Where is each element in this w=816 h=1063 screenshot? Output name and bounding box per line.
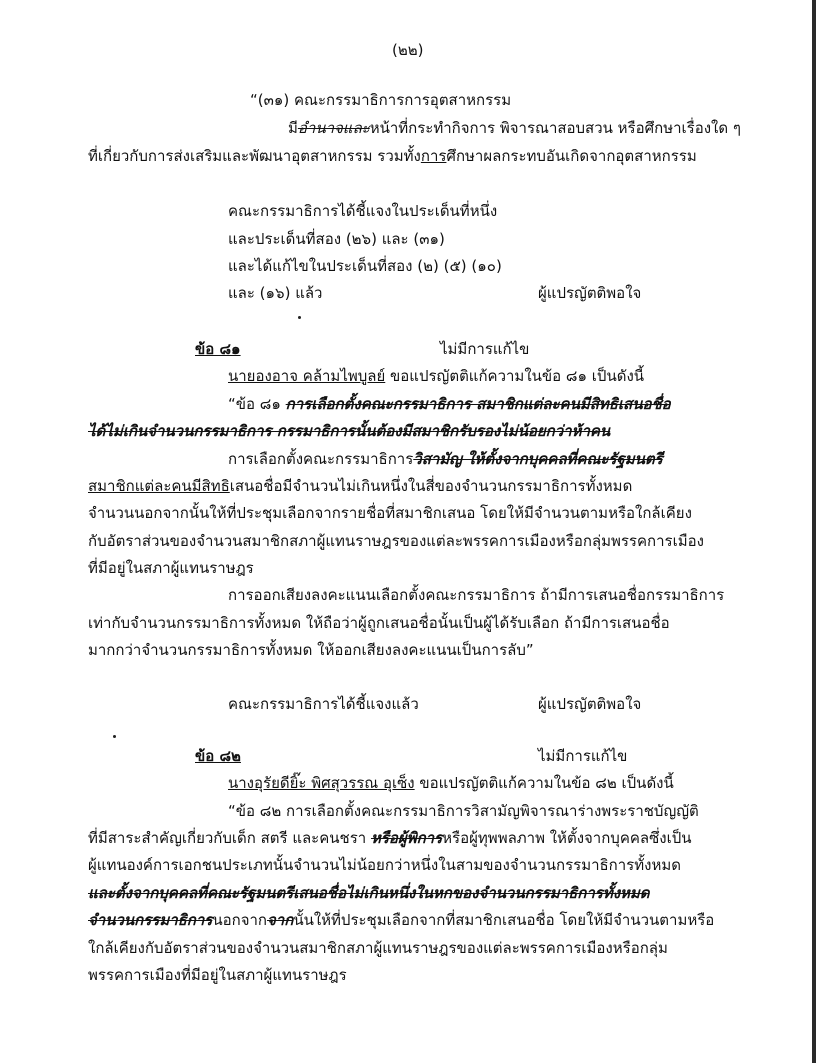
art81-p2: การเลือกตั้งคณะกรรมาธิการวิสามัญ ให้ตั้งจากบุคคลที่คณะรัฐมนตรี [228,450,663,468]
art81-quote-line: “ข้อ ๘๑ การเลือกตั้งคณะกรรมาธิการ สมาชิกแต่ละคนมีสิทธิเสนอชื่อ [228,395,671,413]
art81-p3: สมาชิกแต่ละคนมีสิทธิเสนอชื่อมีจำนวนไม่เกินหนึ่งในสี่ของจำนวนกรรมาธิการทั้งหมด [88,477,633,495]
art81-p9: มากกว่าจำนวนกรรมาธิการทั้งหมด ให้ออกเสียงลงคะแนนเป็นการลับ” [88,641,534,659]
explain1-line4: และ (๑๖) แล้ว [228,284,323,302]
art81-satisfied: ผู้แปรญัตติพอใจ [538,695,642,713]
explain1-satisfied: ผู้แปรญัตติพอใจ [538,284,642,302]
art81-p4: จำนวนนอกจากนั้นให้ที่ประชุมเลือกจากรายชื่อที่สมาชิกเสนอ โดยให้มีจำนวนตามหรือใกล้เคียง [88,504,692,522]
art81-status: ไม่มีการแก้ไข [440,340,530,358]
art81-p6: ที่มีอยู่ในสภาผู้แทนราษฎร [88,559,254,577]
art82-q1: “ข้อ ๘๒ การเลือกตั้งคณะกรรมาธิการวิสามัญพิจารณาร่างพระราชบัญญัติ [228,802,699,820]
art82-mover-line: นางอุรัยดียิ๊ะ พิศสุวรรณ อุเซ็ง ขอแปรญัตติแก้ความในข้อ ๘๒ เป็นดังนี้ [228,774,674,792]
art82-q4: และตั้งจากบุคคลที่คณะรัฐมนตรีเสนอชื่อไม่เกินหนึ่งในหกของจำนวนกรรมาธิการทั้งหมด [88,884,650,902]
art81-label: ข้อ ๘๑ [195,340,241,358]
explain1-line3: และได้แก้ไขในประเด็นที่สอง (๒) (๕) (๑๐) [228,257,502,275]
sec31-heading: “(๓๑) คณะกรรมาธิการการอุตสาหกรรม [250,91,512,109]
explain1-line1: คณะกรรมาธิการได้ชี้แจงในประเด็นที่หนึ่ง [228,202,498,220]
art82-q5: จำนวนกรรมาธิการนอกจากจากนั้นให้ที่ประชุมเลือกจากที่สมาชิกเสนอชื่อ โดยให้มีจำนวนตามหรือ [88,911,715,929]
art81-p8: เท่ากับจำนวนกรรมาธิการทั้งหมด ให้ถือว่าผู้ถูกเสนอชื่อนั้นเป็นผู้ได้รับเลือก ถ้ามีการเสนอชื่อ [88,614,670,632]
speck-mark [113,735,116,738]
art82-q7: พรรคการเมืองที่มีอยู่ในสภาผู้แทนราษฎร [88,966,347,984]
art82-q6: ใกล้เคียงกับอัตราส่วนของจำนวนสมาชิกสภาผู้แทนราษฎรของแต่ละพรรคการเมืองหรือกลุ่ม [88,939,668,957]
art82-q2: ที่มีสาระสำคัญเกี่ยวกับเด็ก สตรี และคนชรา หรือผู้พิการหรือผู้ทุพพลภาพ ให้ตั้งจากบุคคลซึ่งเป็น [88,829,692,847]
sec31-line2: ที่เกี่ยวกับการส่งเสริมและพัฒนาอุตสาหกรรม รวมทั้งการศึกษาผลกระทบอันเกิดจากอุตสาหกรรม [88,147,697,165]
art81-strike-line2: ได้ไม่เกินจำนวนกรรมาธิการ กรรมาธิการนั้นต้องมีสมาชิกรับรองไม่น้อยกว่าห้าคน [88,422,611,440]
art81-mover-line: นายองอาจ คล้ามไพบูลย์ ขอแปรญัตติแก้ความในข้อ ๘๑ เป็นดังนี้ [228,367,645,385]
art82-label: ข้อ ๘๒ [195,747,241,765]
art82-q3: ผู้แทนองค์การเอกชนประเภทนั้นจำนวนไม่น้อยกว่าหนึ่งในสามของจำนวนกรรมาธิการทั้งหมด [88,856,681,874]
explain1-line2: และประเด็นที่สอง (๒๖) และ (๓๑) [228,230,445,248]
speck-mark [298,316,301,319]
art82-status: ไม่มีการแก้ไข [538,747,628,765]
art81-p7: การออกเสียงลงคะแนนเลือกตั้งคณะกรรมาธิการ ถ้ามีการเสนอชื่อกรรมาธิการ [228,586,725,604]
page-number: (๒๒) [392,41,424,59]
art81-explained: คณะกรรมาธิการได้ชี้แจงแล้ว [228,695,419,713]
sec31-line1: มีอำนาจและหน้าที่กระทำกิจการ พิจารณาสอบสวน หรือศึกษาเรื่องใด ๆ [288,119,741,137]
art81-p5: กับอัตราส่วนของจำนวนสมาชิกสภาผู้แทนราษฎรของแต่ละพรรคการเมืองหรือกลุ่มพรรคการเมือง [88,532,704,550]
